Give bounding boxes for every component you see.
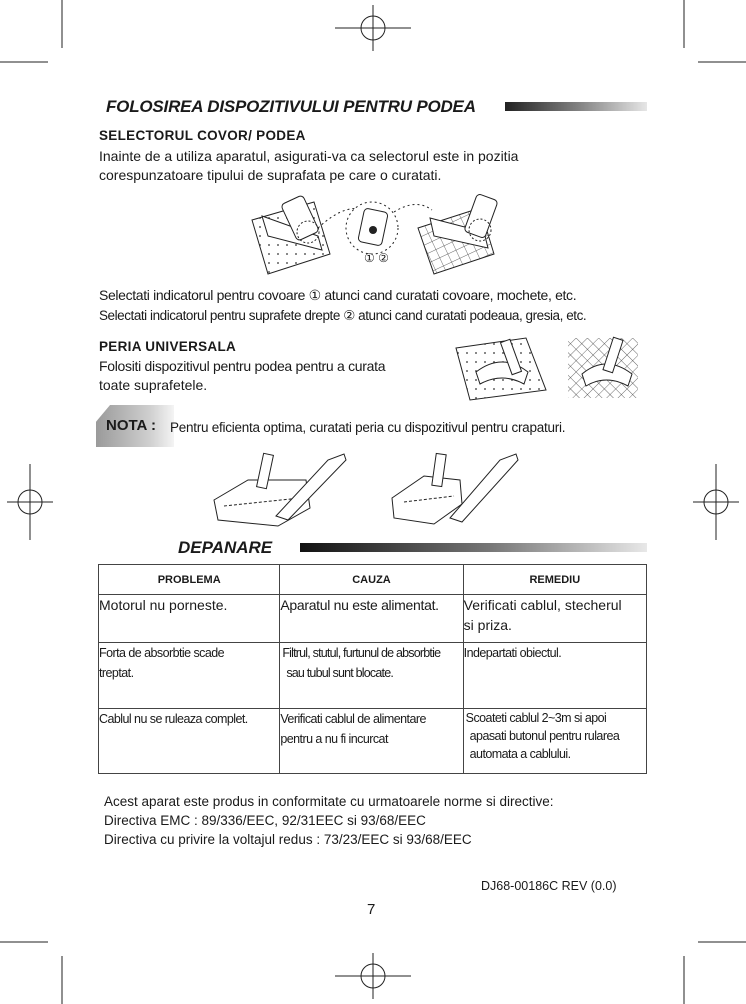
remedy-line: automata a cablului. [469, 747, 571, 761]
brush-illustration [446, 332, 646, 402]
remedy-line: Verificati cablul, stecherul [463, 597, 622, 613]
note-label: NOTA : [106, 417, 156, 434]
selector-note-floor: Selectati indicatorul pentru suprafete drepte ② atunci cand curatati podeaua, gresia, etc. [99, 308, 587, 323]
problem-cell: Motorul nu porneste. [99, 597, 228, 613]
cause-line: Verificati cablul de alimentare [280, 712, 426, 726]
table-row [99, 595, 647, 643]
remedy-line: Indepartati obiectul. [463, 646, 562, 660]
selector-text-line1: Inainte de a utiliza aparatul, asigurati-va ca selectorul este in pozitia [99, 148, 519, 164]
header-remedy: REMEDIU [463, 565, 646, 595]
selector-title: SELECTORUL COVOR/ PODEA [99, 128, 306, 143]
brush-text-line2: toate suprafetele. [99, 377, 208, 393]
header-cause: CAUZA [280, 565, 463, 595]
table-row [99, 709, 647, 774]
selector-figure-labels: ① ② [364, 251, 389, 265]
cause-line: sau tubul sunt blocate. [286, 666, 394, 680]
heading-gradient-bar [505, 102, 647, 111]
document-code: DJ68-00186C REV (0.0) [481, 879, 617, 893]
cause-cell: Aparatul nu este alimentat. [280, 597, 439, 613]
compliance-line3: Directiva cu privire la voltajul redus : 73/23/EEC si 93/68/EEC [104, 832, 472, 847]
page-number: 7 [367, 901, 376, 918]
troubleshooting-gradient-bar [300, 543, 647, 552]
page-heading: FOLOSIREA DISPOZITIVULUI PENTRU PODEA [106, 97, 476, 116]
remedy-line: Scoateti cablul 2~3m si apoi [465, 711, 607, 725]
header-problem: PROBLEMA [99, 565, 280, 595]
remedy-line: si priza. [463, 617, 512, 633]
remedy-line: apasati butonul pentru rularea [469, 729, 620, 743]
problem-line: treptat. [99, 666, 134, 680]
brush-title: PERIA UNIVERSALA [99, 339, 237, 354]
compliance-line2: Directiva EMC : 89/336/EEC, 92/31EEC si 93/68/EEC [104, 813, 426, 828]
cause-line: Filtrul, stutul, furtunul de absorbtie [282, 646, 441, 660]
problem-line: Forta de absorbtie scade [99, 646, 225, 660]
problem-line: Cablul nu se ruleaza complet. [99, 712, 248, 726]
troubleshooting-table [98, 564, 647, 774]
crevice-illustration [208, 446, 528, 536]
troubleshooting-title: DEPANARE [178, 538, 273, 557]
compliance-line1: Acest aparat este produs in conformitate cu urmatoarele norme si directive: [104, 794, 554, 809]
brush-text-line1: Folositi dispozitivul pentru podea pentru a curata [99, 358, 386, 374]
table-row [99, 643, 647, 709]
selector-note-carpet: Selectati indicatorul pentru covoare ① atunci cand curatati covoare, mochete, etc. [99, 287, 577, 303]
cause-line: pentru a nu fi incurcat [280, 732, 388, 746]
selector-text-line2: corespunzatoare tipului de suprafata pe care o curatati. [99, 167, 442, 183]
note-text: Pentru eficienta optima, curatati peria cu dispozitivul pentru crapaturi. [170, 420, 566, 435]
